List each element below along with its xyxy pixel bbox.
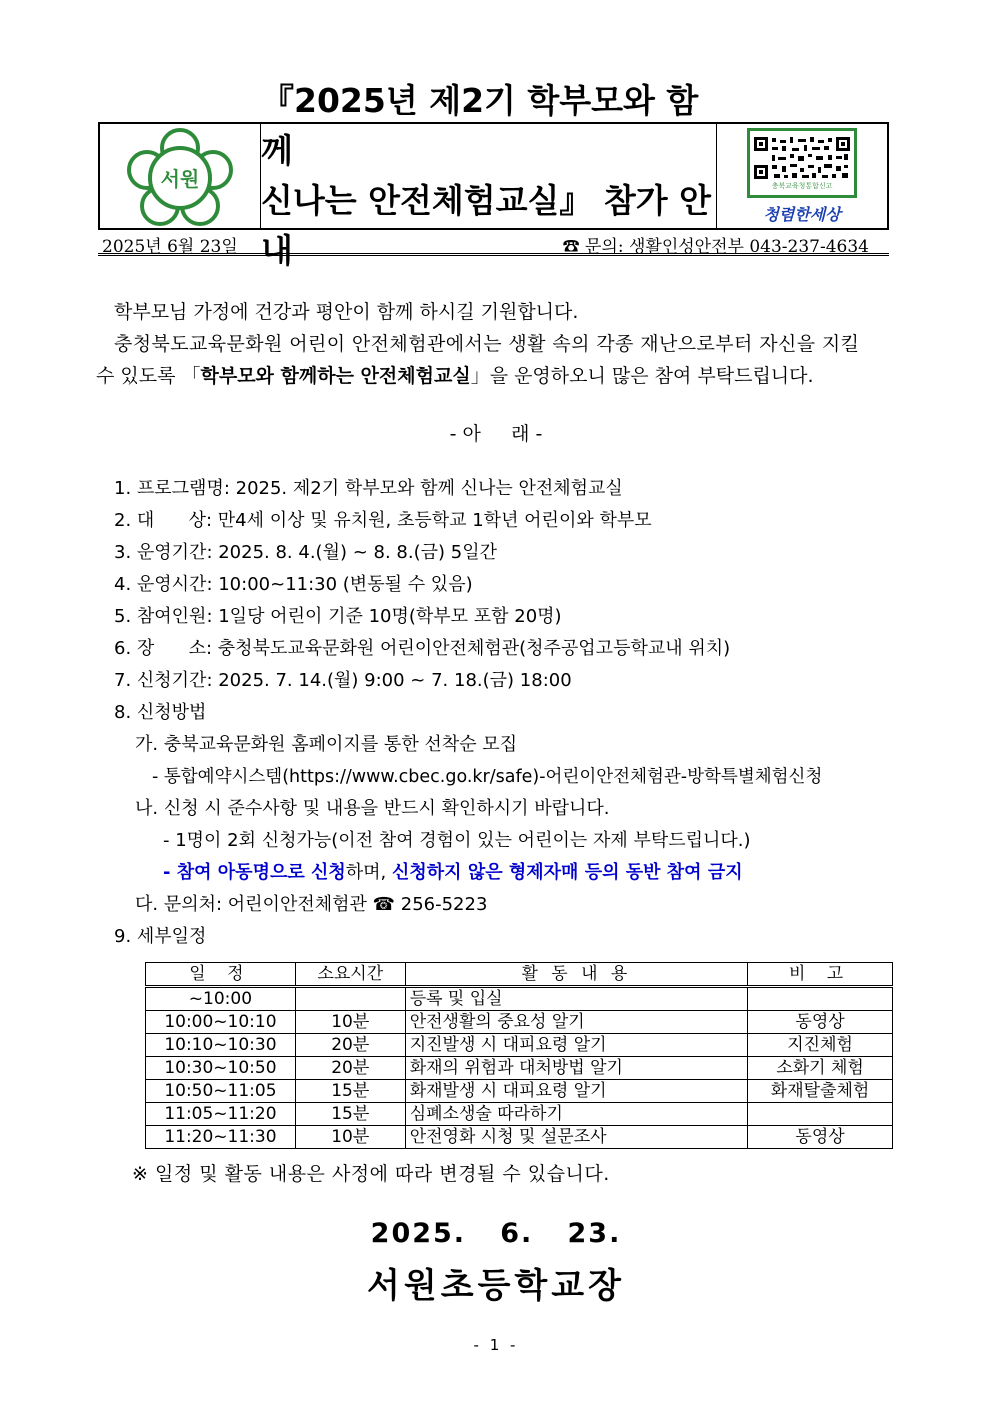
cell-activity: 화재의 위험과 대처방법 알기 (405, 1057, 747, 1080)
cell-remarks: 동영상 (748, 1011, 893, 1034)
cell-remarks: 동영상 (748, 1126, 893, 1149)
method-b: 나. 신청 시 준수사항 및 내용을 반드시 확인하시기 바랍니다. (135, 798, 610, 819)
item-application-method: 8. 신청방법 (114, 702, 207, 723)
cell-duration: 10분 (295, 1011, 405, 1034)
cell-activity: 지진발생 시 대피요령 알기 (405, 1034, 747, 1057)
qr-code-icon[interactable] (752, 135, 852, 181)
table-row (146, 1034, 893, 1057)
greeting: 학부모님 가정에 건강과 평안이 함께 하시길 기원합니다. (114, 301, 579, 323)
item-location: 6. 장 소: 충청북도교육문화원 어린이안전체험관(청주공업고등학교내 위치) (114, 638, 731, 659)
intro-line-3-pre: 수 있도록 「 (96, 365, 201, 387)
intro-line-3-post: 」을 운영하오니 많은 참여 부탁드립니다. (470, 365, 814, 387)
table-row (146, 1103, 893, 1126)
item-program-name: 1. 프로그램명: 2025. 제2기 학부모와 함께 신나는 안전체험교실 (114, 478, 623, 499)
header-duration: 소요시간 (295, 963, 405, 987)
header-time: 일 정 (146, 963, 296, 987)
slogan: 청렴한세상 (763, 204, 841, 224)
cell-duration (295, 987, 405, 1011)
cell-time: 10:10~10:30 (146, 1034, 296, 1057)
method-b-note-2 (163, 857, 743, 889)
qr-frame (747, 128, 857, 198)
method-a-url[interactable]: - 통합예약시스템(https://www.cbec.go.kr/safe)-어린이안전체험관-방학특별체험신청 (152, 767, 823, 787)
item-target: 2. 대 상: 만4세 이상 및 유치원, 초등학교 1학년 어린이와 학부모 (114, 510, 652, 531)
school-emblem-icon (125, 126, 235, 226)
cell-activity: 등록 및 입실 (405, 987, 747, 1011)
cell-remarks (748, 1103, 893, 1126)
logo-text: 서원 (160, 167, 200, 191)
cell-duration: 15분 (295, 1103, 405, 1126)
method-a: 가. 충북교육문화원 홈페이지를 통한 선착순 모집 (135, 734, 518, 755)
principal-signature: 서원초등학교장 (367, 1266, 625, 1306)
page-number: - 1 - (473, 1336, 519, 1354)
method-b-note-1: - 1명이 2회 신청가능(이전 참여 경험이 있는 어린이는 자제 부탁드립니다.) (163, 830, 751, 851)
cell-remarks (748, 987, 893, 1011)
title-line-2: 신나는 안전체험교실』 참가 안내 (261, 181, 712, 270)
header-remarks: 비 고 (748, 963, 893, 987)
item-hours: 4. 운영시간: 10:00~11:30 (변동될 수 있음) (114, 574, 473, 595)
intro-line-3 (96, 360, 814, 392)
cell-remarks: 지진체험 (748, 1034, 893, 1057)
cell-duration: 10분 (295, 1126, 405, 1149)
date-contact-line (98, 230, 889, 256)
contact-info: ☎ 문의: 생활인성안전부 043-237-4634 (562, 237, 869, 257)
cell-time: 10:50~11:05 (146, 1080, 296, 1103)
cell-remarks: 소화기 체험 (748, 1057, 893, 1080)
cell-duration: 20분 (295, 1034, 405, 1057)
table-row (146, 1080, 893, 1103)
document-date: 2025년 6월 23일 (102, 237, 238, 257)
cell-activity: 안전생활의 중요성 알기 (405, 1011, 747, 1034)
note-2-mid: 하며, (345, 862, 393, 883)
cell-remarks: 화재탈출체험 (748, 1080, 893, 1103)
cell-activity: 심폐소생술 따라하기 (405, 1103, 747, 1126)
schedule-header-row (146, 963, 893, 987)
item-application-period: 7. 신청기간: 2025. 7. 14.(월) 9:00 ~ 7. 18.(금) 18:00 (114, 670, 572, 691)
title-line-1: 『2025년 제2기 학부모와 함께 (261, 81, 699, 170)
schedule-table (145, 962, 893, 1149)
below-heading: - 아 래 - (449, 423, 543, 445)
table-row (146, 987, 893, 1011)
note-2-dash: - (163, 862, 177, 883)
header-activity: 활 동 내 용 (405, 963, 747, 987)
footer-date: 2025. 6. 23. (370, 1218, 622, 1249)
cell-activity: 화재발생 시 대피요령 알기 (405, 1080, 747, 1103)
table-row (146, 1126, 893, 1149)
note-2-emphasis-1: 참여 아동명으로 신청 (176, 862, 346, 883)
method-c-contact: 다. 문의처: 어린이안전체험관 ☎ 256-5223 (135, 894, 488, 915)
cell-duration: 20분 (295, 1057, 405, 1080)
intro-line-2: 충청북도교육문화원 어린이 안전체험관에서는 생활 속의 각종 재난으로부터 자신을 지킬 (114, 333, 860, 355)
table-row (146, 1011, 893, 1034)
cell-duration: 15분 (295, 1080, 405, 1103)
cell-time: 11:05~11:20 (146, 1103, 296, 1126)
school-logo-cell (100, 124, 261, 228)
item-participants: 5. 참여인원: 1일당 어린이 기준 10명(학부모 포함 20명) (114, 606, 562, 627)
schedule-note: ※ 일정 및 활동 내용은 사정에 따라 변경될 수 있습니다. (132, 1163, 610, 1185)
cell-activity: 안전영화 시청 및 설문조사 (405, 1126, 747, 1149)
cell-time: 10:30~10:50 (146, 1057, 296, 1080)
qr-cell (717, 124, 887, 228)
item-period: 3. 운영기간: 2025. 8. 4.(월) ~ 8. 8.(금) 5일간 (114, 542, 497, 563)
qr-caption: 충북교육청통합신고 (771, 181, 833, 190)
intro-program-name: 학부모와 함께하는 안전체험교실 (200, 365, 471, 387)
cell-time: 10:00~10:10 (146, 1011, 296, 1034)
cell-time: ~10:00 (146, 987, 296, 1011)
cell-time: 11:20~11:30 (146, 1126, 296, 1149)
table-row (146, 1057, 893, 1080)
item-schedule-heading: 9. 세부일정 (114, 926, 207, 947)
note-2-emphasis-2: 신청하지 않은 형제자매 등의 동반 참여 금지 (392, 862, 743, 883)
